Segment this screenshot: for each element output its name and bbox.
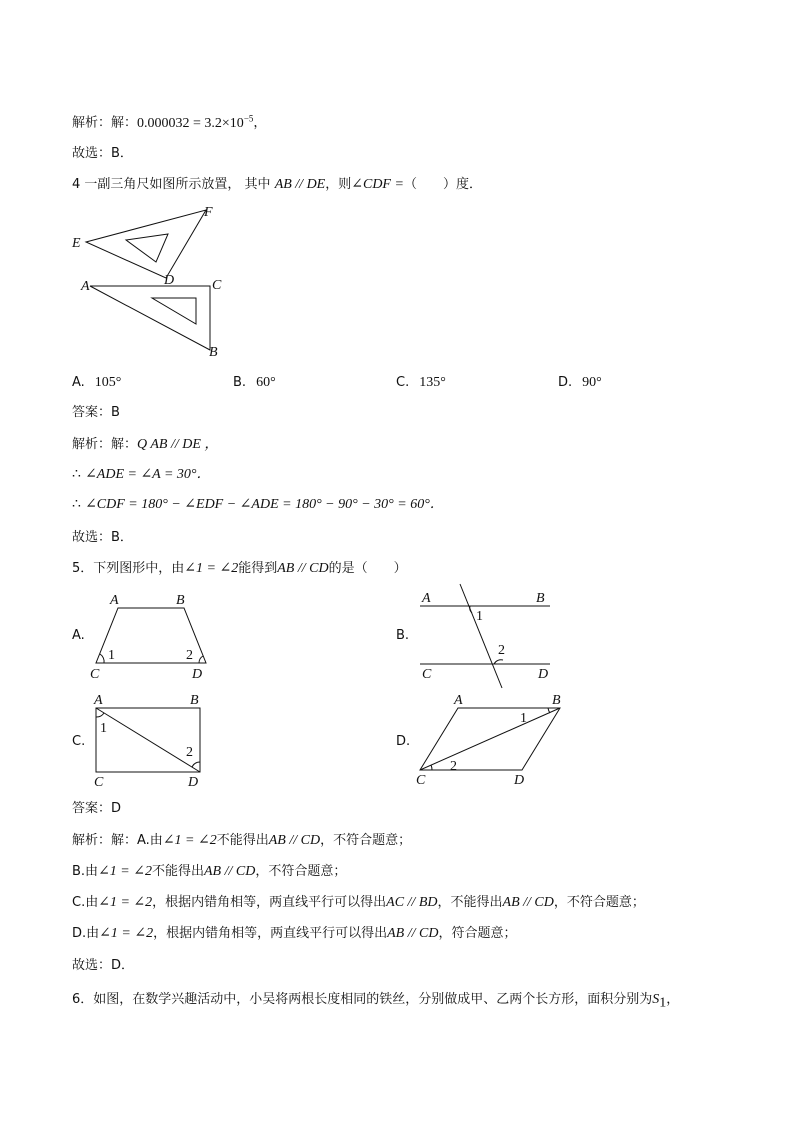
analysis-math: AB // CD: [268, 833, 321, 848]
stem-math: AB // CD: [277, 561, 329, 576]
option-value: 60°: [256, 375, 276, 390]
q3-choose: 故选：B．: [72, 146, 133, 161]
q4-figure-triangles: [68, 200, 238, 362]
analysis-math: AB // CD: [502, 895, 554, 910]
q4-option-a[interactable]: [72, 374, 121, 392]
label-2: 2: [498, 643, 505, 658]
stem-text: ，则: [325, 177, 352, 192]
label-B: B: [190, 693, 199, 708]
label-C: C: [416, 773, 426, 788]
analysis-math: ∠1 = ∠2: [98, 864, 152, 879]
label-F: F: [204, 205, 213, 220]
analysis-label: 解析：解：A.由: [72, 833, 163, 848]
label-C: C: [212, 278, 222, 293]
angle-1-arc: [100, 654, 104, 663]
label-1: 1: [100, 721, 107, 736]
stem-text: 6．如图，在数学兴趣活动中，小吴将两根长度相同的铁丝，分别做成甲、乙两个长方形，面积分别为: [72, 992, 653, 1007]
label-B: B: [209, 345, 218, 360]
stem-text: 4 一副三角尺如图所示放置， 其中: [72, 177, 271, 192]
q5-stem: [72, 560, 407, 578]
analysis-math: AC // BD: [386, 895, 438, 910]
q5-option-d-label[interactable]: D.: [396, 734, 411, 749]
analysis-text: ，不符合题意；: [320, 833, 412, 848]
option-value: 135°: [419, 375, 446, 390]
label-C: C: [90, 667, 100, 682]
q5-figure-d-parallelogram[interactable]: [410, 688, 570, 788]
lower-inner-triangle: [152, 298, 196, 324]
q5-option-a-label[interactable]: A.: [72, 628, 85, 643]
stem-text: 能得到: [238, 561, 278, 576]
angle-1-arc: [548, 708, 550, 713]
q5-figure-c-rectangle[interactable]: [88, 690, 218, 790]
label-A: A: [110, 593, 119, 608]
upper-triangle: [86, 210, 206, 278]
label-E: E: [72, 236, 81, 251]
stem-math: ∠CDF =: [351, 177, 404, 192]
q5-answer: 答案：D: [72, 801, 122, 816]
q5-analysis-c: [72, 894, 645, 912]
analysis-math: ∠ADE = ∠A = 30°．: [85, 467, 211, 482]
analysis-text: ，根据内错角相等，两直线平行可以得出: [152, 895, 387, 910]
q4-choose: 故选：B．: [72, 530, 133, 545]
analysis-math: AB // CD: [387, 926, 439, 941]
label-A: A: [454, 693, 463, 708]
analysis-text: ，符合题意；: [438, 926, 517, 941]
angle-2-arc: [494, 660, 503, 664]
stem-math: ∠1 = ∠2: [184, 561, 239, 576]
q5-analysis-d: [72, 925, 516, 943]
analysis-text: D.由: [72, 926, 100, 941]
analysis-text: 不能得出: [216, 833, 269, 848]
analysis-math: ∠1 = ∠2: [99, 926, 154, 941]
therefore-symbol: ∴: [72, 467, 81, 482]
analysis-text: C.由: [72, 895, 99, 910]
label-A: A: [81, 279, 90, 294]
angle-1-arc: [470, 606, 472, 613]
label-C: C: [422, 667, 432, 682]
angle-2-arc: [192, 762, 200, 767]
label-D: D: [164, 273, 175, 288]
q5-option-c-label[interactable]: C.: [72, 734, 86, 749]
upper-inner-triangle: [126, 234, 168, 262]
analysis-label: 解析：解：: [72, 437, 138, 452]
q5-option-b-label[interactable]: B.: [396, 628, 410, 643]
option-letter: A.: [72, 375, 85, 390]
option-letter: D.: [558, 375, 573, 390]
analysis-text: ，不符合题意；: [255, 864, 347, 879]
label-B: B: [552, 693, 561, 708]
label-B: B: [536, 591, 545, 606]
option-value: 90°: [582, 375, 602, 390]
angle-2-arc: [431, 765, 432, 770]
label-B: B: [176, 593, 185, 608]
q4-analysis-3: [72, 496, 444, 514]
q5-choose: 故选：D．: [72, 958, 135, 973]
analysis-math: ∠1 = ∠2: [162, 833, 217, 848]
punct: ，: [253, 115, 267, 131]
angle-1-arc: [96, 713, 104, 717]
stem-text: 的是（ ）: [328, 561, 407, 576]
label-2: 2: [186, 745, 193, 760]
q4-option-c[interactable]: [396, 374, 446, 392]
analysis-math: ∠1 = ∠2: [98, 895, 153, 910]
analysis-math: Q AB // DE ，: [137, 437, 219, 452]
analysis-text: B.由: [72, 864, 99, 879]
angle-2-arc: [199, 656, 203, 663]
option-value: 105°: [94, 375, 122, 390]
q4-analysis-2: [72, 466, 211, 484]
label-2: 2: [450, 759, 457, 774]
analysis-text: ，不能得出: [437, 895, 503, 910]
q4-option-d[interactable]: [558, 374, 602, 392]
q4-stem: [72, 176, 482, 194]
label-1: 1: [108, 648, 115, 663]
lower-triangle: [90, 286, 210, 350]
q3-analysis: [72, 109, 266, 133]
analysis-text: ，根据内错角相等，两直线平行可以得出: [153, 926, 388, 941]
label-D: D: [188, 775, 199, 790]
q6-stem: [72, 991, 679, 1013]
label-A: A: [94, 693, 103, 708]
analysis-text: 不能得出: [151, 864, 204, 879]
q5-analysis-a: [72, 832, 411, 850]
stem-text: （ ）度．: [403, 177, 482, 192]
label-D: D: [514, 773, 525, 788]
label-2: 2: [186, 648, 193, 663]
q4-answer: 答案：B: [72, 405, 120, 420]
q4-option-b[interactable]: [233, 374, 276, 392]
label-1: 1: [520, 711, 527, 726]
stem-math: S: [652, 992, 660, 1007]
analysis-math: AB // CD: [204, 864, 256, 879]
analysis-expr: [137, 113, 254, 131]
q5-figure-b-transversal[interactable]: [414, 582, 559, 690]
analysis-math: ∠CDF = 180° − ∠EDF − ∠ADE = 180° − 90° − 30° = 60°．: [85, 497, 444, 512]
label-1: 1: [476, 609, 483, 624]
option-letter: B.: [233, 375, 247, 390]
therefore-symbol: ∴: [72, 497, 81, 512]
label-A: A: [422, 591, 431, 606]
label-C: C: [94, 775, 104, 790]
stem-math: AB // DE: [274, 177, 326, 192]
stem-subscript: 1: [659, 995, 667, 1011]
q5-analysis-b: [72, 863, 346, 881]
q4-analysis-1: [72, 436, 218, 454]
analysis-label: 解析：解：: [72, 115, 138, 131]
analysis-text: ，不符合题意；: [553, 895, 645, 910]
q5-figure-a-trapezoid[interactable]: [88, 590, 218, 682]
expr-base: 0.000032 = 3.2×10: [137, 115, 244, 131]
label-D: D: [192, 667, 203, 682]
stem-text: 5．下列图形中，由: [72, 561, 185, 576]
label-D: D: [538, 667, 549, 682]
stem-text: ，: [666, 992, 680, 1007]
option-letter: C.: [396, 375, 410, 390]
expr-exponent: −5: [243, 113, 254, 123]
